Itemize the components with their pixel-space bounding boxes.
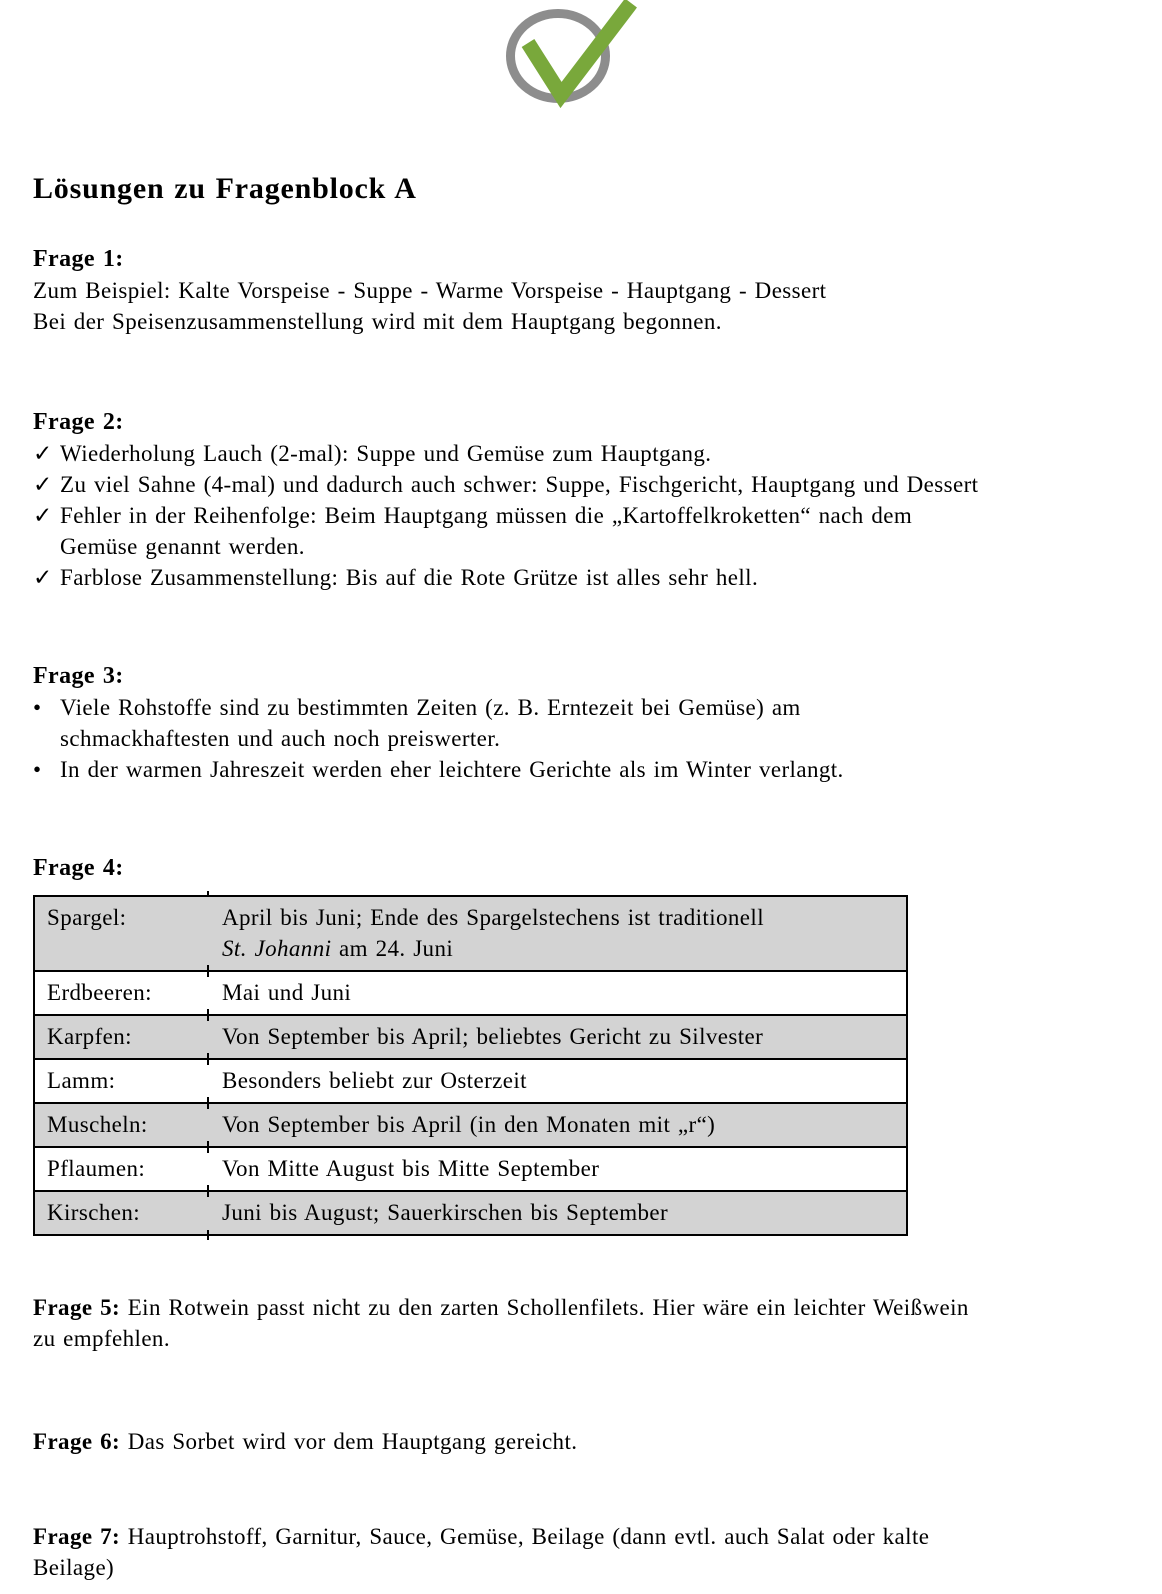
row-label-cell: Erdbeeren: <box>47 980 152 1005</box>
frage5-line2: zu empfehlen. <box>33 1326 170 1351</box>
list-item <box>33 692 1142 754</box>
frage1-body <box>33 275 1142 337</box>
row-value-cell <box>222 897 906 970</box>
checkmark-icon: ✓ <box>33 503 53 528</box>
bullet-icon: • <box>33 757 42 782</box>
frage3-item1-line1: Viele Rohstoffe sind zu bestimmten Zeiten (z. B. Erntezeit bei Gemüse) am <box>60 695 801 720</box>
spargel-line2 <box>222 933 896 964</box>
section-frage-6 <box>33 1426 1142 1457</box>
frage7-line2: Beilage) <box>33 1555 115 1580</box>
row-label-cell: Pflaumen: <box>47 1156 146 1181</box>
frage2-item1-text: Wiederholung Lauch (2-mal): Suppe und Gemüse zum Hauptgang. <box>60 441 712 466</box>
bullet-icon: • <box>33 695 42 720</box>
frage3-item1-line2: schmackhaftesten und auch noch preiswerter. <box>60 726 501 751</box>
section-frage-5 <box>33 1292 1142 1354</box>
table-row-muscheln <box>35 1102 906 1146</box>
frage7-label: Frage 7: <box>33 1524 121 1549</box>
frage1-line1: Zum Beispiel: Kalte Vorspeise - Suppe - Warme Vorspeise - Hauptgang - Dessert <box>33 278 827 303</box>
row-label-cell: Muscheln: <box>47 1112 148 1137</box>
list-item <box>33 438 1142 469</box>
row-label-cell: Karpfen: <box>47 1024 132 1049</box>
frage3-item2-text: In der warmen Jahreszeit werden eher leichtere Gerichte als im Winter verlangt. <box>60 757 844 782</box>
table-row-karpfen <box>35 1014 906 1058</box>
frage6-text: Das Sorbet wird vor dem Hauptgang gereicht. <box>127 1429 578 1454</box>
section-frage-4 <box>33 853 1142 1236</box>
row-label-cell: Lamm: <box>47 1068 116 1093</box>
row-value-cell: Von September bis April; beliebtes Gericht zu Silvester <box>222 1024 764 1049</box>
frage2-item2-text: Zu viel Sahne (4-mal) und dadurch auch schwer: Suppe, Fischgericht, Hauptgang und Dessert <box>60 472 979 497</box>
frage5-paragraph <box>33 1292 1142 1354</box>
check-logo <box>498 0 638 116</box>
frage2-check-list <box>33 438 1142 593</box>
seasons-table <box>33 895 908 1236</box>
frage6-paragraph <box>33 1426 1142 1457</box>
row-value-cell: Mai und Juni <box>222 980 352 1005</box>
list-item <box>33 562 1142 593</box>
check-logo-svg <box>498 0 638 116</box>
list-item <box>33 754 1142 785</box>
list-item <box>33 469 1142 500</box>
spargel-line1: April bis Juni; Ende des Spargelstechens ist traditionell <box>222 905 764 930</box>
list-item <box>33 500 1142 562</box>
row-label-cell: Kirschen: <box>47 1200 141 1225</box>
frage4-heading: Frage 4: <box>33 855 124 881</box>
table-row-lamm <box>35 1058 906 1102</box>
frage1-line2: Bei der Speisenzusammenstellung wird mit dem Hauptgang begonnen. <box>33 309 722 334</box>
frage1-heading: Frage 1: <box>33 246 124 272</box>
row-label-cell: Spargel: <box>47 905 127 930</box>
spargel-line2-italic: St. Johanni <box>222 936 332 961</box>
frage5-line1: Ein Rotwein passt nicht zu den zarten Schollenfilets. Hier wäre ein leichter Weißwein <box>127 1295 969 1320</box>
frage5-label: Frage 5: <box>33 1295 121 1320</box>
table-row-pflaumen <box>35 1146 906 1190</box>
table-row-kirschen <box>35 1190 906 1234</box>
row-value-cell: Besonders beliebt zur Osterzeit <box>222 1068 527 1093</box>
frage7-paragraph <box>33 1521 1142 1583</box>
spargel-line2-rest: am 24. Juni <box>331 936 454 961</box>
row-value-cell: Von September bis April (in den Monaten mit „r“) <box>222 1112 716 1137</box>
section-frage-2 <box>33 407 1142 593</box>
frage2-item4-text: Farblose Zusammenstellung: Bis auf die Rote Grütze ist alles sehr hell. <box>60 565 759 590</box>
section-frage-3 <box>33 661 1142 785</box>
section-frage-7 <box>33 1521 1142 1583</box>
checkmark-icon: ✓ <box>33 565 53 590</box>
row-value-cell: Juni bis August; Sauerkirschen bis September <box>222 1200 669 1225</box>
frage2-item3-line1: Fehler in der Reihenfolge: Beim Hauptgang müssen die „Kartoffelkroketten“ nach dem <box>60 503 913 528</box>
row-value-cell: Von Mitte August bis Mitte September <box>222 1156 600 1181</box>
table-row-erdbeeren <box>35 970 906 1014</box>
frage2-heading: Frage 2: <box>33 409 124 435</box>
checkmark-icon: ✓ <box>33 472 53 497</box>
frage2-item3-line2: Gemüse genannt werden. <box>60 534 305 559</box>
frage6-label: Frage 6: <box>33 1429 121 1454</box>
table-row-spargel <box>35 897 906 970</box>
page-title: Lösungen zu Fragenblock A <box>33 172 417 205</box>
frage3-heading: Frage 3: <box>33 663 124 689</box>
frage3-bullet-list <box>33 692 1142 785</box>
frage7-line1: Hauptrohstoff, Garnitur, Sauce, Gemüse, Beilage (dann evtl. auch Salat oder kalte <box>127 1524 930 1549</box>
checkmark-icon: ✓ <box>33 441 53 466</box>
section-frage-1 <box>33 244 1142 337</box>
